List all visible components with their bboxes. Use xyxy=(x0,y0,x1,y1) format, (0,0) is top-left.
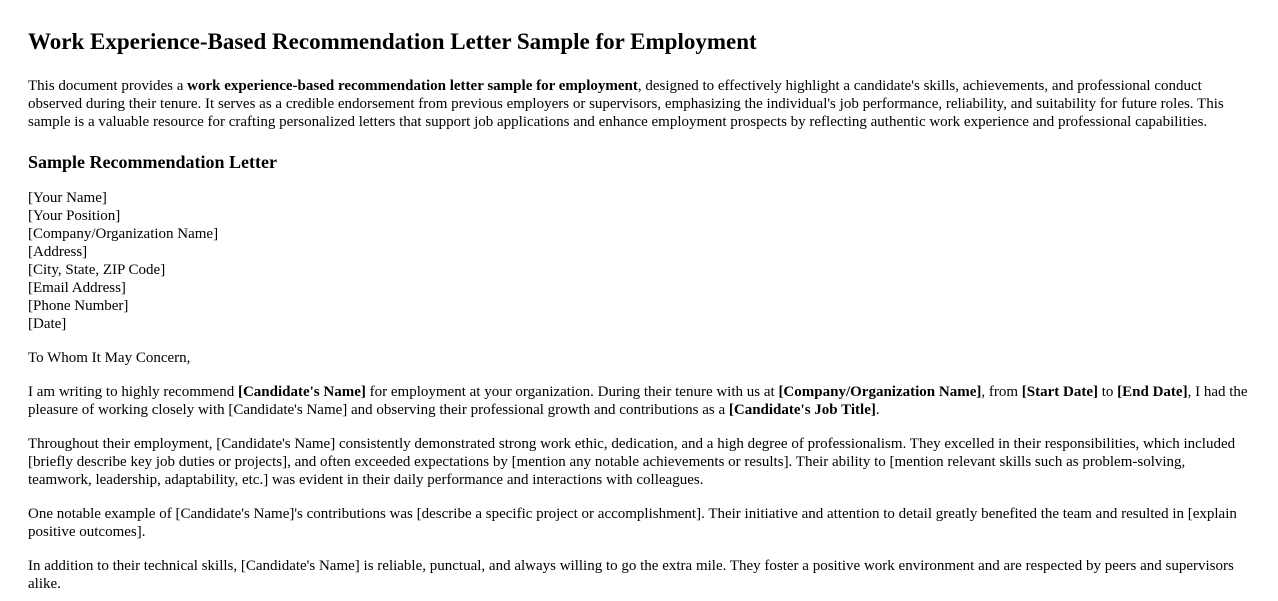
sender-email: [Email Address] xyxy=(28,280,126,296)
p1-job-title: [Candidate's Job Title] xyxy=(728,402,876,418)
sender-phone: [Phone Number] xyxy=(28,298,129,314)
sender-city-state-zip: [City, State, ZIP Code] xyxy=(28,262,166,278)
letter-paragraph-3: One notable example of [Candidate's Name]'s contributions was [describe a specific project or accomplishment]. Their initiative and attention to detail greatly benefited the team and resulted in [explain positive outcomes]. xyxy=(28,506,1237,540)
sender-company: [Company/Organization Name] xyxy=(28,226,219,242)
p1-text-4: to xyxy=(1097,384,1118,400)
p1-text-5: , I had the pleasure of working closely with [Candidate's Name] and observing their professional growth and contributions as a xyxy=(28,384,1248,418)
section-heading: Sample Recommendation Letter xyxy=(28,152,277,172)
p1-end-date: [End Date] xyxy=(1117,384,1188,400)
intro-text-end: , designed to effectively highlight a candidate's skills, achievements, and professional conduct observed during their tenure. It serves as a credible endorsement from previous employers or supervisors, emphasizing the individual's job performance, reliability, and suitability for future roles. This sample is a valuable resource for crafting personalized letters that support job applications and enhance employment prospects by reflecting authentic work experience and professional capabilities. xyxy=(28,78,1224,130)
p1-text-3: , from xyxy=(981,384,1022,400)
letter-paragraph-2: Throughout their employment, [Candidate's Name] consistently demonstrated strong work ethic, dedication, and a high degree of professionalism. They excelled in their responsibilities, which included [briefly describe key job duties or projects], and often exceeded expectations by [mention any notable achievements or results]. Their ability to [mention relevant skills such as problem-solving, teamwork, leadership, adaptability, etc.] was evident in their daily performance and interactions with colleagues. xyxy=(28,436,1236,488)
sender-position: [Your Position] xyxy=(28,208,121,224)
salutation: To Whom It May Concern, xyxy=(28,350,191,366)
intro-paragraph xyxy=(28,77,1250,131)
intro-text-start: This document provides a xyxy=(28,78,188,94)
p1-text-2: for employment at your organization. During their tenure with us at xyxy=(365,384,779,400)
letter-paragraph-4: In addition to their technical skills, [Candidate's Name] is reliable, punctual, and always willing to go the extra mile. They foster a positive work environment and are respected by peers and supervisors alike. xyxy=(28,558,1234,592)
p1-candidate-name: [Candidate's Name] xyxy=(237,384,366,400)
page-title: Work Experience-Based Recommendation Letter Sample for Employment xyxy=(28,29,757,54)
intro-bold-phrase: work experience-based recommendation letter sample for employment xyxy=(187,78,638,94)
sender-name: [Your Name] xyxy=(28,190,107,206)
letter-paragraph-1 xyxy=(28,383,1250,419)
p1-company-name: [Company/Organization Name] xyxy=(778,384,982,400)
p1-start-date: [Start Date] xyxy=(1021,384,1098,400)
sender-address-block xyxy=(28,189,1250,333)
p1-text-6: . xyxy=(875,402,880,418)
letter-date: [Date] xyxy=(28,316,67,332)
p1-text-1: I am writing to highly recommend xyxy=(28,384,238,400)
sender-address: [Address] xyxy=(28,244,88,260)
